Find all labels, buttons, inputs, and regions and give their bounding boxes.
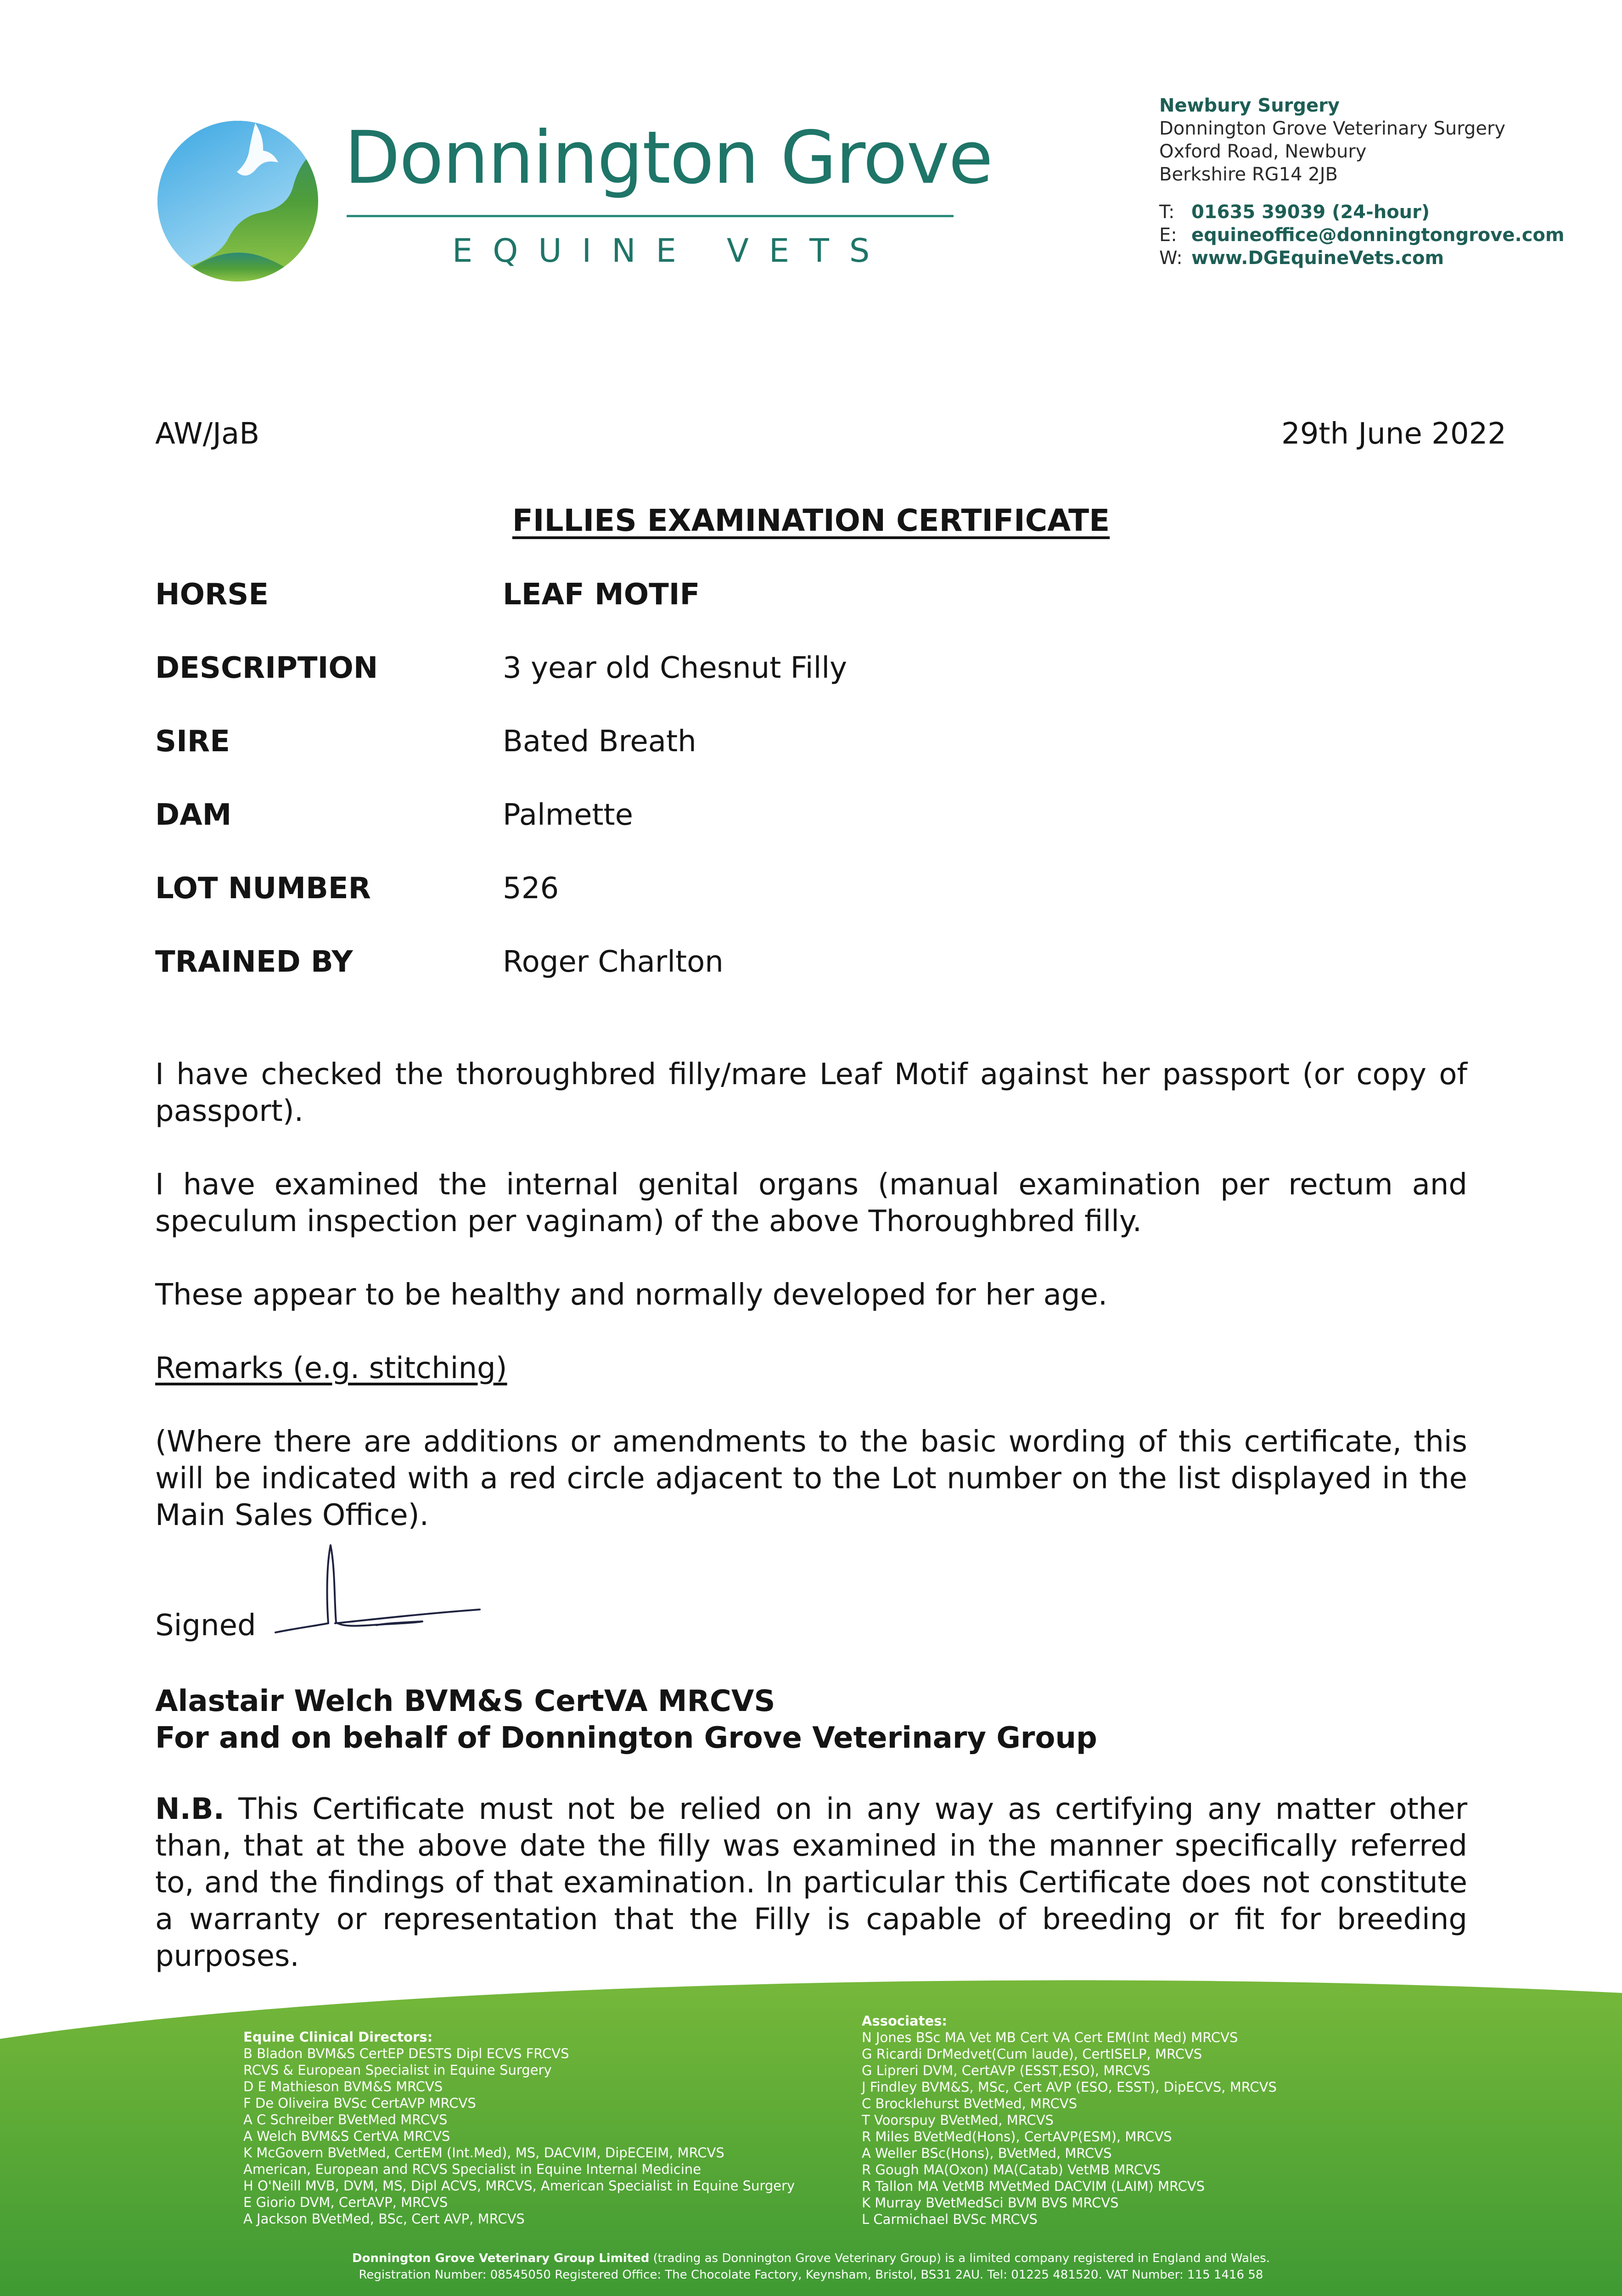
director-line: F De Oliveira BVSc CertAVP MRCVS — [243, 2095, 476, 2111]
phone-number[interactable]: 01635 39039 (24-hour) — [1191, 202, 1430, 223]
detail-label-sire: SIRE — [155, 725, 230, 759]
web-label: W: — [1159, 248, 1183, 269]
footer-directors — [243, 2029, 795, 2227]
contact-block — [1159, 94, 1565, 270]
web-line — [1159, 247, 1565, 270]
associate-line: R Tallon MA VetMB MVetMed DACVIM (LAIM) MRCVS — [862, 2178, 1205, 2194]
signature-image — [266, 1541, 487, 1646]
address-line: Oxford Road, Newbury — [1159, 141, 1367, 162]
director-line: American, European and RCVS Specialist in Equine Internal Medicine — [243, 2161, 702, 2177]
brand-subtitle: EQUINE VETS — [452, 232, 890, 270]
detail-label-lot-number: LOT NUMBER — [155, 872, 371, 906]
associate-line: A Weller BSc(Hons), BVetMed, MRCVS — [862, 2145, 1112, 2161]
detail-value-trained-by: Roger Charlton — [503, 945, 724, 979]
associate-line: J Findley BVM&S, MSc, Cert AVP (ESO, ESST), DipECVS, MRCVS — [862, 2079, 1277, 2095]
associate-line: R Miles BVetMed(Hons), CertAVP(ESM), MRCVS — [862, 2129, 1172, 2144]
detail-label-description: DESCRIPTION — [155, 651, 378, 685]
brand-divider — [347, 215, 954, 217]
signer-block — [155, 1683, 1097, 1756]
associate-line: N Jones BSc MA Vet MB Cert VA Cert EM(Int Med) MRCVS — [862, 2030, 1238, 2045]
director-line: RCVS & European Specialist in Equine Surgery — [243, 2062, 552, 2078]
associate-line: K Murray BVetMedSci BVM BVS MRCVS — [862, 2195, 1119, 2211]
director-line: E Giorio DVM, CertAVP, MRCVS — [243, 2195, 448, 2210]
body-paragraph-passport: I have checked the thoroughbred filly/mare Leaf Motif against her passport (or copy of passport). — [155, 1058, 1467, 1128]
legal-text: (trading as Donnington Grove Veterinary Group) is a limited company registered in England and Wales. — [649, 2251, 1270, 2265]
website-link[interactable]: www.DGEquineVets.com — [1191, 248, 1444, 269]
legal-line-1 — [0, 2250, 1622, 2267]
director-line: D E Mathieson BVM&S MRCVS — [243, 2079, 443, 2094]
legal-line-2: Registration Number: 08545050 Registered Office: The Chocolate Factory, Keynsham, Bristol, BS31 2AU. Tel: 01225 481520. VAT Number: 115 1416 58 — [359, 2268, 1263, 2282]
detail-label-trained-by: TRAINED BY — [155, 945, 353, 979]
email-link[interactable]: equineoffice@donningtongrove.com — [1191, 225, 1565, 246]
body-paragraph-findings: These appear to be healthy and normally developed for her age. — [155, 1278, 1108, 1312]
letter-date: 29th June 2022 — [1281, 417, 1506, 451]
directors-heading: Equine Clinical Directors: — [243, 2029, 433, 2045]
certificate-title: FILLIES EXAMINATION CERTIFICATE — [512, 503, 1110, 538]
detail-label-dam: DAM — [155, 798, 232, 832]
associate-line: L Carmichael BVSc MRCVS — [862, 2212, 1038, 2227]
associates-heading: Associates: — [862, 2013, 947, 2029]
reference-code: AW/JaB — [155, 417, 260, 451]
brand-name: Donnington Grove — [344, 116, 993, 200]
address-line: Donnington Grove Veterinary Surgery — [1159, 118, 1506, 139]
associate-line: R Gough MA(Oxon) MA(Catab) VetMB MRCVS — [862, 2162, 1161, 2178]
spacer — [1159, 186, 1565, 201]
director-line: B Bladon BVM&S CertEP DESTS Dipl ECVS FRCVS — [243, 2046, 569, 2061]
logo-mark — [155, 118, 320, 284]
footer-associates — [862, 2013, 1277, 2228]
body-paragraph-examination: I have examined the internal genital organs (manual examination per rectum and speculum inspection per vaginam) of the above Thoroughbred filly. — [155, 1168, 1467, 1238]
director-line: K McGovern BVetMed, CertEM (Int.Med), MS, DACVIM, DipECEIM, MRCVS — [243, 2145, 724, 2161]
detail-value-dam: Palmette — [503, 798, 633, 832]
detail-value-lot-number: 526 — [503, 872, 559, 906]
signer-behalf: For and on behalf of Donnington Grove Veterinary Group — [155, 1721, 1097, 1755]
associate-line: G Ricardi DrMedvet(Cum laude), CertISELP, MRCVS — [862, 2046, 1202, 2062]
director-line: A C Schreiber BVetMed MRCVS — [243, 2112, 448, 2127]
director-line: A Welch BVM&S CertVA MRCVS — [243, 2128, 450, 2144]
email-line — [1159, 224, 1565, 247]
detail-value-horse: LEAF MOTIF — [503, 578, 700, 612]
remarks-heading: Remarks (e.g. stitching) — [155, 1351, 507, 1385]
footer-legal — [0, 2250, 1622, 2283]
phone-line — [1159, 201, 1565, 224]
detail-value-description: 3 year old Chesnut Filly — [503, 651, 847, 685]
detail-value-sire: Bated Breath — [503, 725, 696, 759]
associate-line: G Lipreri DVM, CertAVP (ESST,ESO), MRCVS — [862, 2063, 1151, 2078]
director-line: A Jackson BVetMed, BSc, Cert AVP, MRCVS — [243, 2211, 525, 2227]
nb-disclaimer — [155, 1791, 1467, 1975]
nb-label: N.B. — [155, 1792, 224, 1826]
signed-label: Signed — [155, 1609, 256, 1643]
surgery-name: Newbury Surgery — [1159, 95, 1340, 116]
associate-line: C Brocklehurst BVetMed, MRCVS — [862, 2096, 1078, 2111]
nb-text: This Certificate must not be relied on in any way as certifying any matter other than, that at the above date the filly was examined in the manner specifically referred to, and the findings of that examination. In particular this Certificate does not constitute a warranty or representation that the Filly is capable of breeding or fit for breeding purposes. — [155, 1792, 1468, 1973]
body-paragraph-amendments: (Where there are additions or amendments to the basic wording of this certificate, this will be indicated with a red circle adjacent to the Lot number on the list displayed in the Main Sales Office). — [155, 1425, 1467, 1532]
associate-line: T Voorspuy BVetMed, MRCVS — [862, 2112, 1054, 2128]
signer-name: Alastair Welch BVM&S CertVA MRCVS — [155, 1684, 775, 1718]
director-line: H O'Neill MVB, DVM, MS, Dipl ACVS, MRCVS, American Specialist in Equine Surgery — [243, 2178, 795, 2194]
phone-label: T: — [1159, 202, 1175, 223]
email-label: E: — [1159, 225, 1177, 246]
legal-company: Donnington Grove Veterinary Group Limited — [352, 2251, 650, 2265]
address-line: Berkshire RG14 2JB — [1159, 164, 1338, 185]
detail-label-horse: HORSE — [155, 578, 269, 612]
